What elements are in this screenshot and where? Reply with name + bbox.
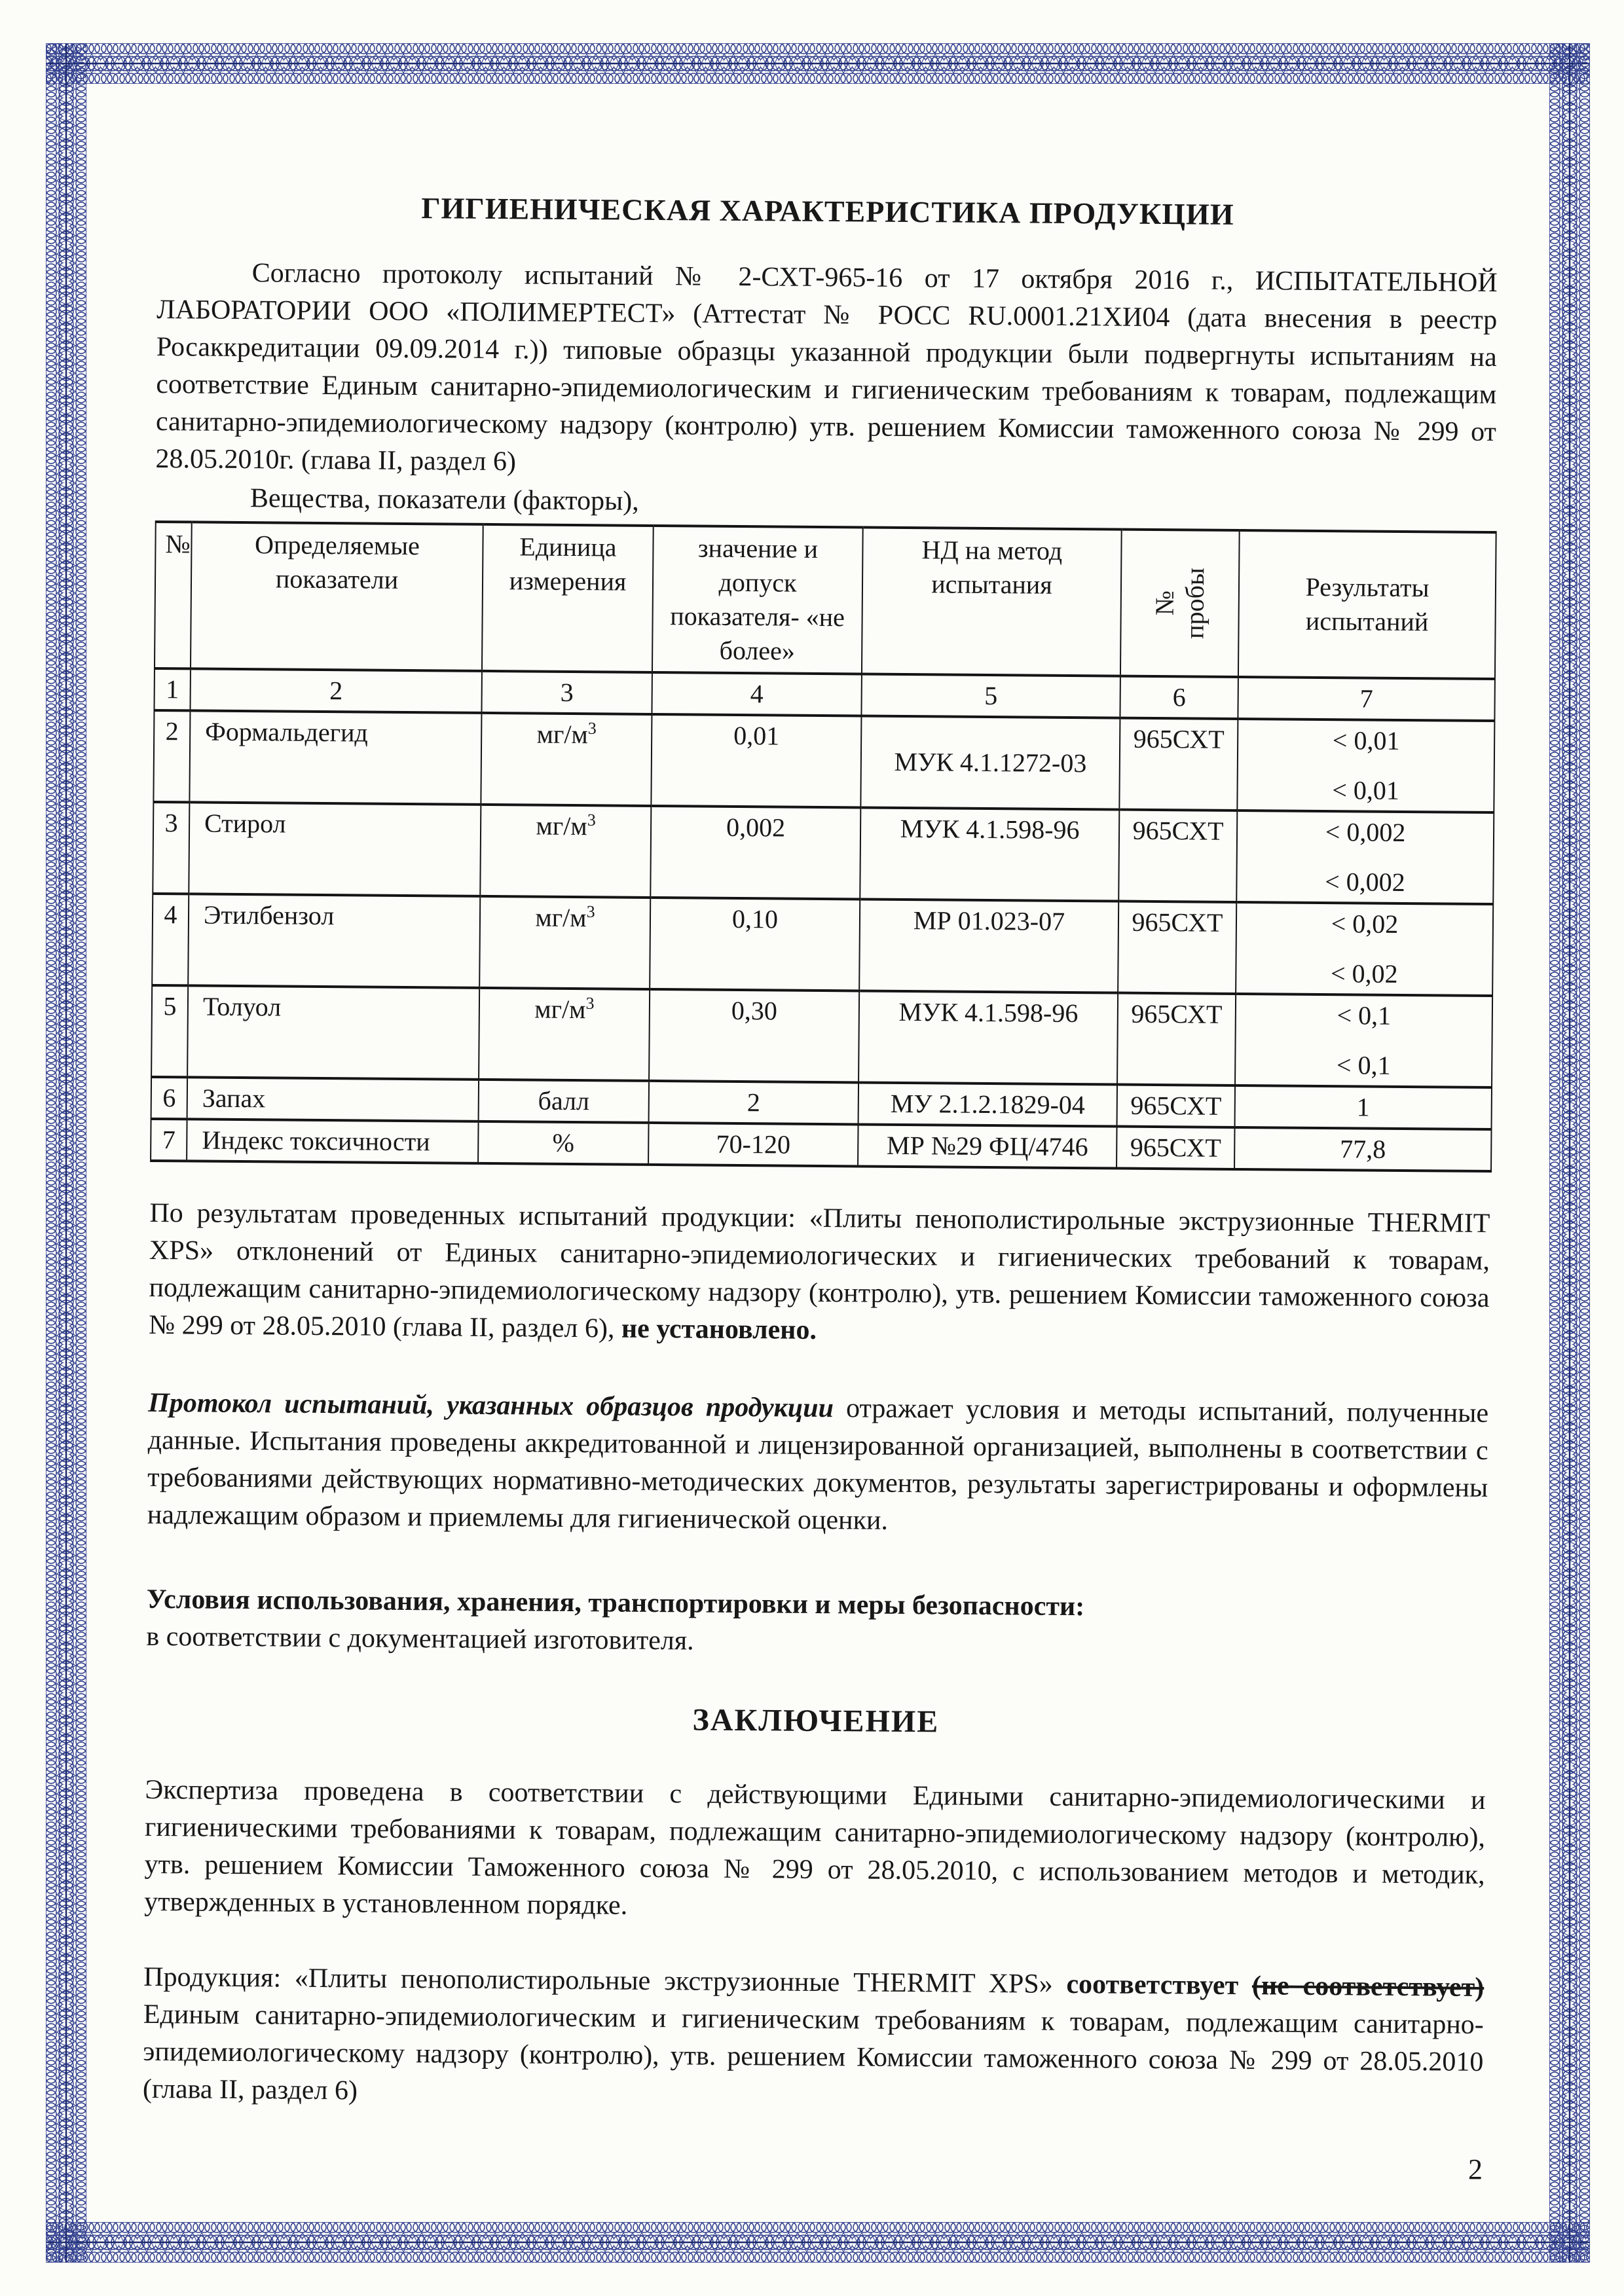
col-num-5: 5 (861, 674, 1120, 718)
col-num-7: 7 (1238, 677, 1494, 721)
cell-unit: $мг/м^3$ (479, 896, 650, 989)
cell-method: МР 01.023-07 (859, 899, 1118, 993)
cell-row-num: 6 (151, 1077, 188, 1119)
header-sample-number: № пробы (1120, 530, 1240, 677)
conditions-text: в соответствии с документацией изготовителя. (146, 1621, 694, 1656)
guilloche-border-bottom (46, 2222, 1590, 2263)
header-value: значение и допуск показателя- «не более» (652, 526, 863, 674)
cell-sample: 965СХТ (1118, 810, 1237, 902)
cell-row-num: 7 (151, 1119, 187, 1161)
header-method: НД на метод испытания (862, 527, 1122, 676)
col-num-1: 1 (154, 668, 191, 710)
cell-result: < 0,01 < 0,01 (1237, 719, 1494, 812)
conclusion-heading: ЗАКЛЮЧЕНИЕ (692, 1702, 940, 1740)
cell-sample: 965СХТ (1116, 1127, 1234, 1169)
protocol-lead: Протокол испытаний, указанных образцов продукции (147, 1387, 834, 1424)
conditions-heading: Условия использования, хранения, транспортировки и меры безопасности: (146, 1584, 1085, 1622)
header-indicator: Определяемые показатели (191, 522, 483, 670)
col-num-4: 4 (652, 672, 861, 716)
page-number: 2 (1468, 2153, 1483, 2185)
cell-unit: балл (479, 1080, 649, 1123)
cell-limit-value: 0,002 (650, 806, 860, 900)
cell-method: МУК 4.1.1272-03 (860, 716, 1120, 809)
cell-limit-value: 70-120 (648, 1123, 858, 1167)
cell-method: МР №29 ФЦ/4746 (858, 1124, 1116, 1168)
cell-result: < 0,002 < 0,002 (1236, 811, 1494, 904)
document-content (143, 0, 1500, 2119)
guilloche-border-left (46, 43, 86, 2263)
col-num-3: 3 (481, 671, 652, 714)
col-num-2: 2 (190, 668, 481, 712)
cell-row-num: 5 (151, 985, 188, 1077)
table-row-ethylbenzene (152, 894, 1493, 996)
cell-sample: 965СХТ (1117, 1085, 1235, 1127)
cell-unit: % (478, 1121, 648, 1165)
cell-substance-name: Запах (187, 1077, 479, 1121)
cell-substance-name: Индекс токсичности (187, 1119, 478, 1163)
protocol-paragraph: Протокол испытаний, указанных образцов продукции отражает условия и методы испытаний, полученные данные. Испытания проведены аккредитованной и лицензированной организацией, выполнены в соответствии с требованиями действующих нормативно-методических документов, результаты зарегистрированы и оформлены надлежащим образом и приемлемы для гигиенической оценки. (147, 1387, 1489, 1536)
guilloche-border-right (1549, 43, 1590, 2263)
verdict-not-corresponds-struck: (не соответствует) (1251, 1971, 1485, 2003)
cell-sample: 965СХТ (1118, 902, 1236, 994)
intro-paragraph: Согласно протоколу испытаний № 2-СХТ-965-16 от 17 октября 2016 г., ИСПЫТАТЕЛЬНОЙ ЛАБОРАТОРИИ ООО «ПОЛИМЕРТЕСТ» (Аттестат № РОСС RU.0001.21ХИ04 (дата внесения в реестр Росаккредитации 09.09.2014 г.)) типовые образцы указанной продукции были подвергнуты испытаниям на соответствие Единым санитарно-эпидемиологическим и гигиеническим требованиям к товарам, подлежащим санитарно-эпидемиологическому надзору (контролю) утв. решением Комиссии таможенного союза № 299 от 28.05.2010г. (глава II, раздел 6) (155, 258, 1498, 477)
cell-sample: 965СХТ (1117, 993, 1236, 1085)
table-row-toluene (151, 985, 1492, 1087)
cell-substance-name: Толуол (187, 985, 479, 1079)
cell-method: МУ 2.1.2.1829-04 (858, 1082, 1117, 1126)
test-results-table (150, 520, 1497, 1173)
cell-unit: $мг/м^3$ (479, 988, 650, 1081)
cell-limit-value: 0,10 (650, 898, 860, 991)
cell-row-num: 4 (152, 894, 189, 985)
substances-line: Вещества, показатели (факторы), (249, 483, 639, 517)
verdict-corresponds: соответствует (1066, 1969, 1253, 2001)
cell-limit-value: 0,01 (651, 714, 861, 808)
table-row-formaldehyde (153, 710, 1494, 812)
cell-substance-name: Формальдегид (189, 710, 481, 804)
cell-row-num: 2 (153, 710, 190, 802)
cell-unit: $мг/м^3$ (480, 805, 651, 898)
table-header-row (155, 522, 1496, 679)
header-result: Результаты испытаний (1238, 530, 1496, 679)
cell-sample: 965СХТ (1119, 718, 1238, 811)
table-row-styrene (153, 802, 1494, 904)
results-paragraph: По результатам проведенных испытаний продукции: «Плиты пенополистирольные экструзионные THERMIT XPS» отклонений от Единых санитарно-эпидемиологических и гигиенических требований к товарам, подлежащим санитарно-эпидемиологическому надзору (контролю), утв. решением Комиссии таможенного союза № 299 от 28.05.2010 (глава II, раздел 6), не установлено. (148, 1197, 1490, 1345)
cell-result: 77,8 (1234, 1127, 1491, 1171)
cell-result: 1 (1235, 1085, 1492, 1129)
cell-result: < 0,1 < 0,1 (1235, 994, 1492, 1087)
cell-substance-name: Этилбензол (188, 894, 480, 987)
cell-result: < 0,02 < 0,02 (1236, 902, 1493, 996)
results-bold-verdict: не установлено. (621, 1313, 817, 1345)
col-num-6: 6 (1120, 676, 1238, 719)
cell-method: МУК 4.1.598-96 (858, 991, 1118, 1084)
cell-limit-value: 2 (649, 1081, 858, 1125)
cell-limit-value: 0,30 (649, 989, 859, 1083)
cell-row-num: 3 (153, 802, 189, 894)
cell-substance-name: Стирол (189, 802, 481, 896)
header-unit: Единица измерения (482, 524, 654, 672)
page-title: ГИГИЕНИЧЕСКАЯ ХАРАКТЕРИСТИКА ПРОДУКЦИИ (421, 191, 1234, 231)
product-verdict-paragraph: Продукция: «Плиты пенополистирольные экструзионные THERMIT XPS» соответствует (не соответствует) Единым санитарно-эпидемиологическим и гигиеническим требованиям к товарам, подлежащим санитарно-эпидемиологическому надзору (контролю), утв. решением Комиссии таможенного союза № 299 от 28.05.2010 (глава II, раздел 6) (142, 1961, 1485, 2106)
cell-method: МУК 4.1.598-96 (860, 807, 1119, 901)
cell-unit: $мг/м^3$ (481, 713, 652, 806)
header-num: № (155, 522, 192, 668)
expertise-paragraph: Экспертиза проведена в соответствии с действующими Едиными санитарно-эпидемиологическими и гигиеническими требованиями к товарам, подлежащим санитарно-эпидемиологическому надзору (контролю), утв. решением Комиссии Таможенного союза № 299 от 28.05.2010, с использованием методов и методик, утвержденных в установленном порядке. (144, 1774, 1486, 1921)
